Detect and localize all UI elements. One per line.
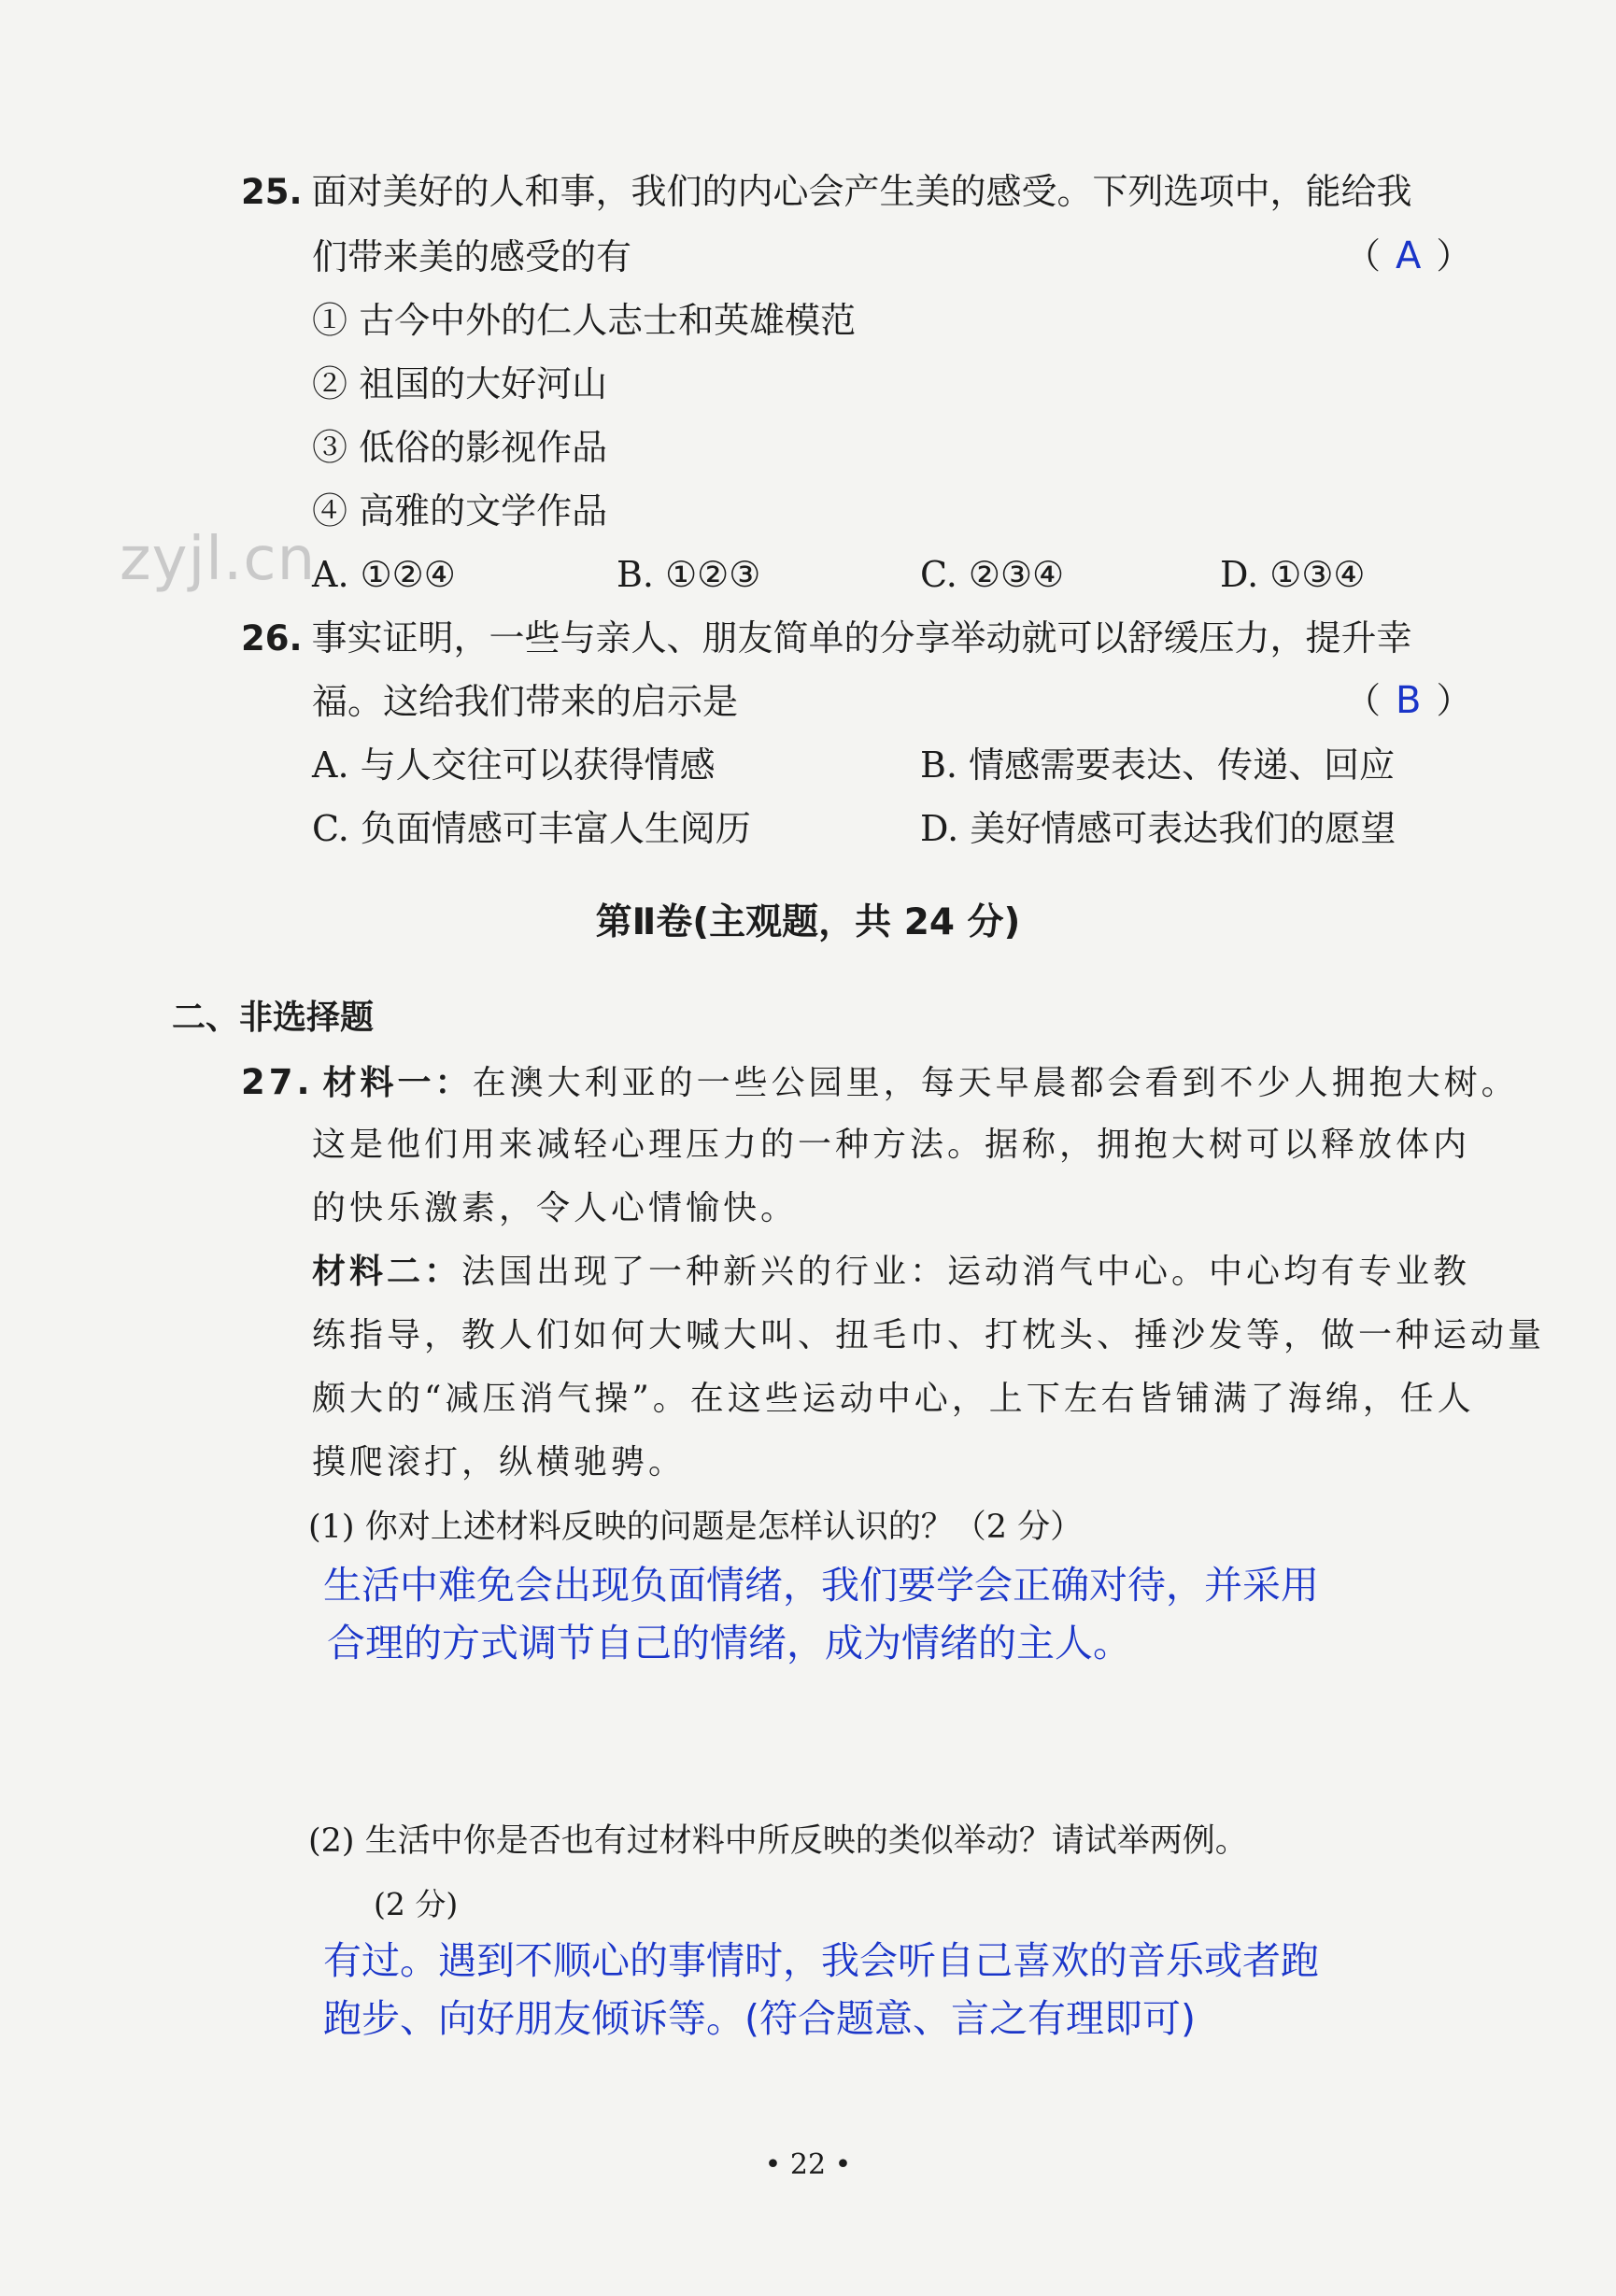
q27-material2-line2: 练指导，教人们如何大喊大叫、扭毛巾、打枕头、捶沙发等，做一种运动量 — [312, 1316, 1546, 1354]
q27-material1-line1 — [241, 1062, 1519, 1102]
q26-option-d: D. 美好情感可表达我们的愿望 — [920, 808, 1396, 849]
q25-item-3: ③ 低俗的影视作品 — [312, 427, 608, 468]
q27-material2-line3: 颇大的“减压消气操”。在这些运动中心，上下左右皆铺满了海绵，任人 — [312, 1380, 1475, 1418]
q25-stem-2: 们带来美的感受的有 — [312, 236, 632, 277]
q27-sub2-answer-line1: 有过。遇到不顺心的事情时，我会听自己喜欢的音乐或者跑 — [323, 1938, 1319, 1983]
q27-material2-line1 — [312, 1255, 1470, 1289]
q27-material1-label: 材料一： — [322, 1064, 473, 1102]
q27-sub2-points: (2 分) — [374, 1886, 459, 1922]
q27-sub1-question: (1) 你对上述材料反映的问题是怎样认识的？（2 分） — [308, 1509, 1084, 1546]
q27-sub1-answer-line2: 合理的方式调节自己的情绪，成为情绪的主人。 — [327, 1621, 1131, 1665]
page-number: • 22 • — [764, 2148, 852, 2181]
q26-answer: B — [1396, 679, 1422, 722]
section-title: 第Ⅱ卷(主观题，共 24 分) — [595, 901, 1021, 943]
q25-item-4: ④ 高雅的文学作品 — [312, 490, 608, 531]
q26-stem-1: 事实证明，一些与亲人、朋友简单的分享举动就可以舒缓压力，提升幸 — [311, 617, 1412, 659]
q25-option-b: B. ①②③ — [617, 554, 761, 595]
q26-number: 26. — [241, 618, 303, 659]
q26-line1 — [241, 617, 1412, 659]
q27-sub2-question: (2) 生活中你是否也有过材料中所反映的类似举动？请试举两例。 — [308, 1822, 1248, 1860]
q25-answer-box: （ A ） — [1345, 234, 1472, 277]
q25-option-a: A. ①②④ — [312, 554, 456, 595]
q27-material2-line4: 摸爬滚打，纵横驰骋。 — [312, 1443, 687, 1481]
q26-stem-2: 福。这给我们带来的启示是 — [312, 681, 739, 722]
q25-line1 — [241, 171, 1412, 212]
part-heading: 二、非选择题 — [172, 999, 375, 1037]
q26-option-a: A. 与人交往可以获得情感 — [312, 744, 716, 786]
q27-material1-line2: 这是他们用来减轻心理压力的一种方法。据称，拥抱大树可以释放体内 — [312, 1126, 1471, 1164]
q27-number: 27. — [241, 1062, 314, 1102]
q25-option-c: C. ②③④ — [920, 554, 1065, 595]
watermark: zyjl.cn — [120, 525, 317, 594]
q27-material2-label: 材料二： — [312, 1253, 462, 1291]
q25-item-2: ② 祖国的大好河山 — [312, 363, 608, 404]
q25-answer: A — [1396, 234, 1422, 277]
q27-material1-text1: 在澳大利亚的一些公园里，每天早晨都会看到不少人拥抱大树。 — [472, 1064, 1519, 1102]
q26-answer-box: （ B ） — [1345, 679, 1472, 722]
q25-number: 25. — [241, 172, 303, 212]
q26-option-c: C. 负面情感可丰富人生阅历 — [312, 808, 751, 849]
q25-stem-1: 面对美好的人和事，我们的内心会产生美的感受。下列选项中，能给我 — [311, 171, 1412, 212]
q27-material2-text1: 法国出现了一种新兴的行业：运动消气中心。中心均有专业教 — [461, 1253, 1471, 1291]
q25-option-d: D. ①③④ — [1220, 554, 1366, 595]
q27-sub1-answer-line1: 生活中难免会出现负面情绪，我们要学会正确对待，并采用 — [323, 1563, 1319, 1608]
q25-item-1: ① 古今中外的仁人志士和英雄模范 — [312, 300, 857, 341]
q27-sub2-answer-line2: 跑步、向好朋友倾诉等。(符合题意、言之有理即可) — [323, 1996, 1196, 2041]
q26-option-b: B. 情感需要表达、传递、回应 — [920, 744, 1396, 786]
q27-material1-line3: 的快乐激素，令人心情愉快。 — [312, 1189, 799, 1227]
